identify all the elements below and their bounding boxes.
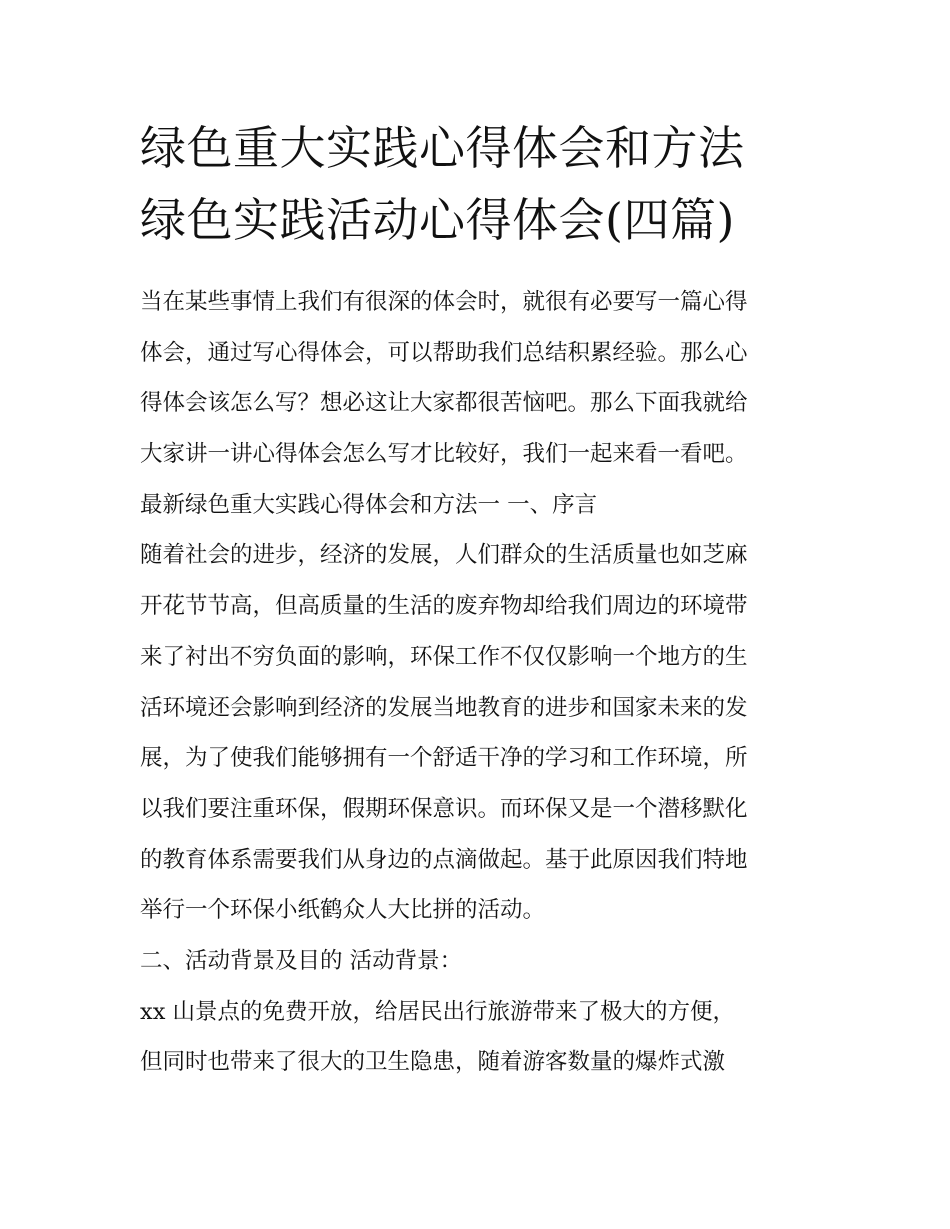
title-line-2: 绿色实践活动心得体会(四篇) [140, 193, 735, 247]
body-line: 展，为了使我们能够拥有一个舒适干净的学习和工作环境，所 [140, 745, 748, 772]
body-line: 来了衬出不穷负面的影响，环保工作不仅仅影响一个地方的生 [140, 643, 748, 670]
document-body [140, 277, 820, 1088]
body-line: 举行一个环保小纸鹤众人大比拼的活动。 [140, 897, 546, 924]
body-line: 当在某些事情上我们有很深的体会时，就很有必要写一篇心得 [140, 289, 748, 315]
body-line: 以我们要注重环保，假期环保意识。而环保又是一个潜移默化 [140, 795, 748, 822]
document-title [140, 112, 840, 256]
body-line: 体会，通过写心得体会，可以帮助我们总结积累经验。那么心 [140, 339, 748, 366]
body-line: 的教育体系需要我们从身边的点滴做起。基于此原因我们特地 [140, 846, 748, 873]
section-heading-2: 二、活动背景及目的 活动背景： [140, 947, 463, 974]
section-heading-1: 最新绿色重大实践心得体会和方法一 一、序言 [140, 491, 598, 518]
body-line: 但同时也带来了很大的卫生隐患，随着游客数量的爆炸式激 [140, 1049, 726, 1076]
body-line: 大家讲一讲心得体会怎么写才比较好，我们一起来看一看吧。 [140, 441, 748, 468]
title-line-1: 绿色重大实践心得体会和方法 [140, 121, 745, 175]
body-line: 随着社会的进步，经济的发展，人们群众的生活质量也如芝麻 [140, 542, 748, 569]
body-line: 活环境还会影响到经济的发展当地教育的进步和国家未来的发 [140, 694, 748, 721]
body-line: xx 山景点的免费开放，给居民出行旅游带来了极大的方便， [140, 998, 736, 1025]
body-line: 得体会该怎么写？想必这让大家都很苦恼吧。那么下面我就给 [140, 390, 748, 417]
body-line: 开花节节高，但高质量的生活的废弃物却给我们周边的环境带 [140, 593, 748, 620]
